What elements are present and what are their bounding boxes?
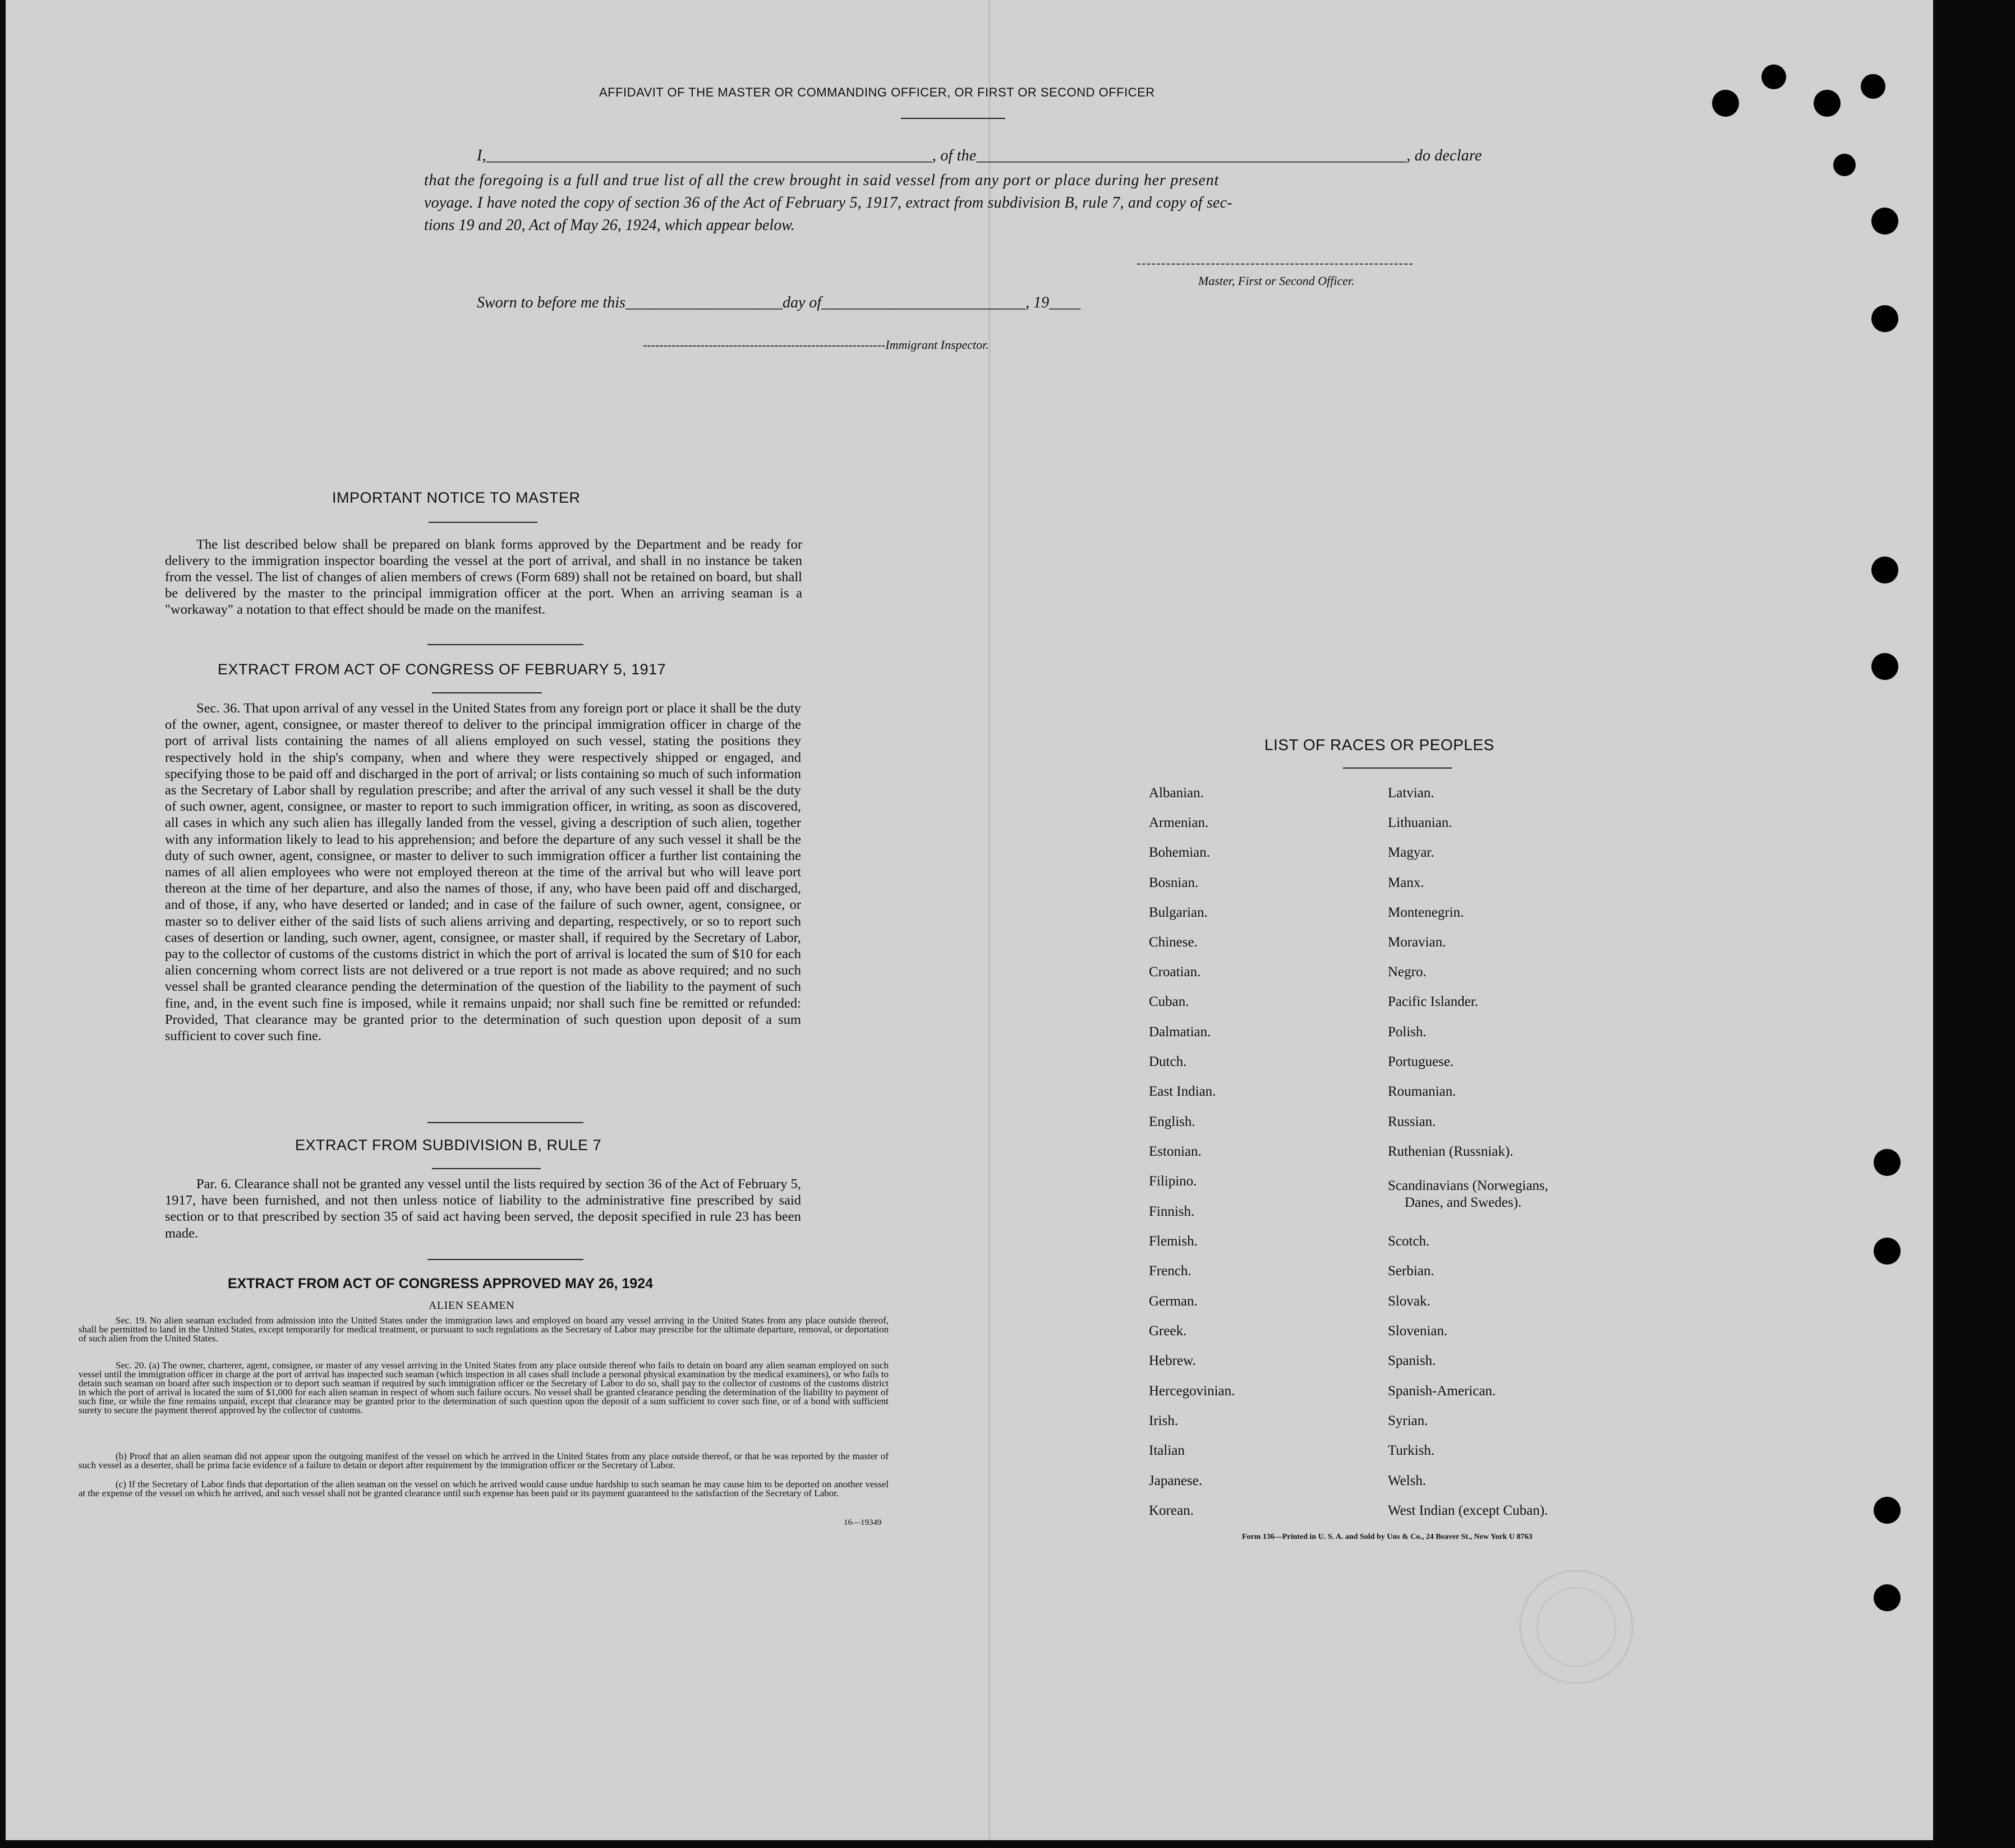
race-item: Manx.: [1388, 875, 1424, 890]
race-item: Cuban.: [1149, 994, 1189, 1009]
race-item: Korean.: [1149, 1503, 1194, 1518]
race-item: Estonian.: [1149, 1144, 1202, 1159]
act1917-text: Sec. 36. That upon arrival of any vessel in the United States from any foreign port or place it shall be the duty of the owner, agent, consignee, or master thereof to deliver to the principal immigration officer in charge of the port of arrival lists containing the names of all aliens employed on such vessel, stating the positions they respectively hold in the ship's company, when and where they were respectively shipped or engaged, and specifying those to be paid off and discharged in the port of arrival; or lists containing so much of such information as the Secretary of Labor shall by regulation prescribe; and after the arrival of any such vessel it shall be the duty of such owner, agent, consignee, or master to report to such immigration officer, in writing, as soon as discovered, all cases in which any such alien has illegally landed from the vessel, giving a description of such alien, together with any information likely to lead to his apprehension; and before the departure of any such vessel it shall be the duty of such owner, agent, consignee, or master to deliver to such immigration officer a further list containing the names of all alien employees who were not employed thereon at the time of the arrival but who will leave port thereon at the time of her departure, and also the names of those, if any, who have been paid off and discharged, and of those, if any, who have deserted or landed; and in case of the failure of such owner, agent, consignee, or master so to deliver either of the said lists of such aliens arriving and departing, respectively, or so to report such cases of desertion or landing, such owner, agent, consignee, or master shall, if required by the Secretary of Labor, pay to the collector of customs of the customs district in which the port of arrival is located the sum of $10 for each alien concerning whom correct lists are not delivered or a true report is not made as above required; and no such vessel shall be granted clearance pending the determination of the question of the liability to the payment of such fine, and, in the event such fine is imposed, while it remains unpaid; nor shall such fine be remitted or refunded: Provided, That clearance may be granted prior to the determination of such question upon deposit of a sum sufficient to cover such fine.: [165, 701, 801, 1044]
race-item: Syrian.: [1388, 1413, 1428, 1428]
race-item: Dalmatian.: [1149, 1024, 1211, 1040]
affidavit-line: voyage. I have noted the copy of section 36 of the Act of February 5, 1917, extract from subdivision B, rule 7, and copy of sec-: [424, 194, 1232, 212]
race-item: Slovenian.: [1388, 1323, 1448, 1339]
section-rule: [427, 1122, 583, 1123]
inspector-line: -----------------------------------------------------------Immigrant Inspector.: [643, 338, 989, 352]
race-item: Flemish.: [1149, 1234, 1198, 1249]
affidavit-line: that the foregoing is a full and true list of all the crew brought in said vessel from any port or place during her present: [424, 172, 1219, 189]
race-item: Greek.: [1149, 1323, 1187, 1339]
race-item: Bohemian.: [1149, 845, 1211, 860]
punch-hole: [1874, 1149, 1901, 1176]
section-rule: [429, 522, 537, 523]
sec20c-text: (c) If the Secretary of Labor finds that deportation of the alien seaman on the vessel on which he arrived would cause undue hardship to such seaman he may cause him to be deported on another vessel at the expense of the vessel on which he arrived, and such vessel shall not be granted clearance until such expense has been paid or its payment guaranteed to the satisfaction of the Secretary of Labor.: [79, 1479, 889, 1498]
race-item: Negro.: [1388, 964, 1427, 980]
punch-hole: [1871, 305, 1898, 332]
race-item: French.: [1149, 1263, 1191, 1279]
printer-footer: Form 136—Printed in U. S. A. and Sold by Uns & Co., 24 Beaver St., New York U 8763: [1242, 1533, 1533, 1541]
punch-hole: [1761, 65, 1786, 89]
race-item: English.: [1149, 1114, 1195, 1129]
notice-text: The list described below shall be prepared on blank forms approved by the Department and be ready for delivery to the immigration inspector boarding the vessel at the port of arrival, and shall in no instance be taken from the vessel. The list of changes of alien members of crews (Form 689) shall not be retained on board, but shall be delivered by the master to the principal immigration officer at the port. When an arriving seaman is a "workaway" a notation to that effect should be made on the manifest.: [165, 537, 802, 617]
race-item: Magyar.: [1388, 845, 1434, 860]
race-item: Spanish.: [1388, 1353, 1436, 1368]
rule7-title: EXTRACT FROM SUBDIVISION B, RULE 7: [295, 1137, 602, 1153]
race-item: Turkish.: [1388, 1443, 1435, 1458]
race-item: Lithuanian.: [1388, 815, 1452, 830]
punch-hole: [1861, 74, 1885, 99]
race-item: Dutch.: [1149, 1054, 1187, 1069]
race-item: German.: [1149, 1294, 1198, 1309]
race-item: Welsh.: [1388, 1473, 1427, 1488]
title-rule: [901, 118, 1005, 119]
race-item: Albanian.: [1149, 785, 1204, 801]
race-item: Serbian.: [1388, 1263, 1434, 1279]
punch-hole: [1833, 154, 1856, 176]
punch-hole: [1871, 208, 1898, 235]
punch-hole: [1814, 90, 1841, 117]
race-item: Russian.: [1388, 1114, 1436, 1129]
sworn-line: Sworn to before me this____________________day of__________________________, 19____: [477, 294, 1081, 311]
affidavit-title: AFFIDAVIT OF THE MASTER OR COMMANDING OFFICER, OR FIRST OR SECOND OFFICER: [599, 85, 1155, 99]
race-item: Portuguese.: [1388, 1054, 1454, 1069]
act1924-title: EXTRACT FROM ACT OF CONGRESS APPROVED MAY 26, 1924: [228, 1276, 654, 1291]
punch-hole: [1712, 90, 1739, 117]
sec20a-text: Sec. 20. (a) The owner, charterer, agent, consignee, or master of any vessel arriving in the United States from any place outside thereof who fails to detain on board any alien seaman employed on such vessel until the immigration officer in charge at the port of arrival has inspected such seaman (which inspection in all cases shall include a personal physical examination by the medical examiners), or who fails to detain such seaman on board after such inspection or to deport such seaman if required by such immigration officer or the Secretary of Labor to do so, shall pay to the collector of customs of the customs district in which the port of arrival is located the sum of $1,000 for each alien seaman in respect of whom such failure occurs. No vessel shall be granted clearance pending the determination of the liability to payment of such fine, or while the fine remains unpaid, except that clearance may be granted prior to the determination of such question upon the deposit of a sum sufficient to cover such fine, or of a bond with sufficient surety to secure the payment thereof approved by the collector of customs.: [79, 1360, 889, 1415]
race-item: Bulgarian.: [1149, 905, 1208, 920]
race-item: Hercegovinian.: [1149, 1383, 1235, 1399]
race-item: Scandinavians (Norwegians,: [1388, 1178, 1549, 1193]
act1924-subtitle: ALIEN SEAMEN: [429, 1299, 515, 1312]
form-code: 16—19349: [844, 1518, 882, 1527]
race-item: Croatian.: [1149, 964, 1201, 980]
punch-hole: [1874, 1497, 1901, 1524]
race-item: Hebrew.: [1149, 1353, 1196, 1368]
race-item: Scotch.: [1388, 1234, 1430, 1249]
section-rule: [427, 1259, 583, 1260]
page-fold: [988, 0, 991, 1840]
race-item: Japanese.: [1149, 1473, 1203, 1488]
race-item: East Indian.: [1149, 1084, 1216, 1099]
punch-hole: [1871, 653, 1898, 680]
race-item: Polish.: [1388, 1024, 1427, 1040]
sec20b-text: (b) Proof that an alien seaman did not appear upon the outgoing manifest of the vessel on which he arrived in the United States from any place outside thereof, or that he was reported by the master of such vessel as a deserter, shall be prima facie evidence of a failure to detain or deport after requirement by the immigration officer or the Secretary of Labor.: [79, 1451, 889, 1470]
act1917-title: EXTRACT FROM ACT OF CONGRESS OF FEBRUARY 5, 1917: [218, 661, 666, 678]
punch-hole: [1874, 1584, 1901, 1611]
race-item: Latvian.: [1388, 785, 1434, 801]
race-item: Montenegrin.: [1388, 905, 1464, 920]
race-item: Ruthenian (Russniak).: [1388, 1144, 1513, 1159]
race-item: Danes, and Swedes).: [1405, 1195, 1522, 1210]
signature-line: --------------------------------------------------------: [1137, 256, 1414, 270]
affidavit-line: I,________________________________________________________, of the______________________________________________________, do declare: [477, 147, 1482, 164]
punch-hole: [1871, 557, 1898, 583]
notice-title: IMPORTANT NOTICE TO MASTER: [332, 489, 581, 506]
section-rule: [432, 1168, 541, 1169]
affidavit-line: tions 19 and 20, Act of May 26, 1924, which appear below.: [424, 217, 795, 234]
race-item: West Indian (except Cuban).: [1388, 1503, 1548, 1518]
race-item: Irish.: [1149, 1413, 1179, 1428]
race-item: Slovak.: [1388, 1294, 1430, 1309]
race-item: Italian: [1149, 1443, 1185, 1458]
punch-hole: [1874, 1238, 1901, 1265]
sec19-text: Sec. 19. No alien seaman excluded from admission into the United States under the immigration laws and employed on board any vessel arriving in the United States from any place outside thereof, shall be permitted to land in the United States, except temporarily for medical treatment, or pursuant to such regulations as the Secretary of Labor may prescribe for the ultimate departure, removal, or deportation of such alien from the United States.: [79, 1315, 889, 1344]
section-rule: [1343, 767, 1452, 769]
race-item: Armenian.: [1149, 815, 1209, 830]
section-rule: [432, 692, 542, 693]
races-title: LIST OF RACES OR PEOPLES: [1264, 736, 1494, 753]
race-item: Filipino.: [1149, 1174, 1197, 1189]
faint-seal-icon: [1515, 1565, 1638, 1689]
race-item: Roumanian.: [1388, 1084, 1456, 1099]
race-item: Finnish.: [1149, 1204, 1195, 1219]
race-item: Bosnian.: [1149, 875, 1199, 890]
rule7-text: Par. 6. Clearance shall not be granted any vessel until the lists required by section 36 of the Act of February 5, 1917, have been furnished, and not then unless notice of liability to the administrative fine prescribed by said section or to that prescribed by section 35 of said act having been served, the deposit specified in rule 23 has been made.: [165, 1176, 801, 1241]
signature-label: Master, First or Second Officer.: [1198, 274, 1355, 288]
race-item: Chinese.: [1149, 935, 1198, 950]
race-item: Pacific Islander.: [1388, 994, 1479, 1009]
race-item: Moravian.: [1388, 935, 1446, 950]
section-rule: [427, 644, 583, 645]
race-item: Spanish-American.: [1388, 1383, 1496, 1399]
